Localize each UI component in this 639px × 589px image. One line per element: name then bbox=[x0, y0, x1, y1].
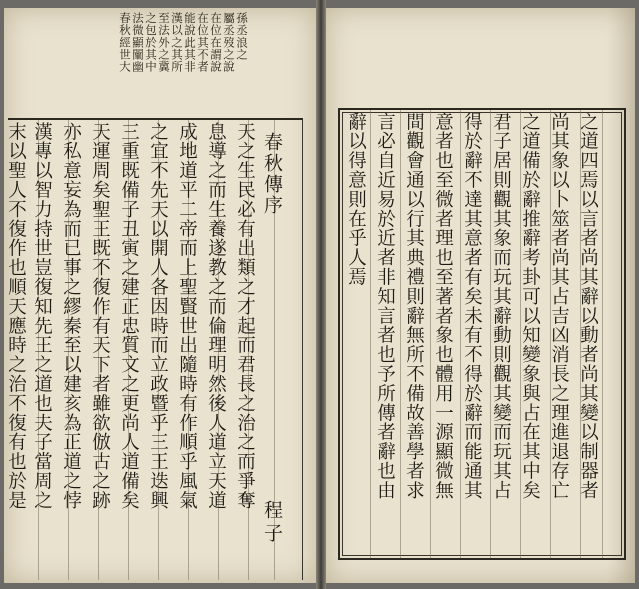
text-col-2: 息導之而生養遂教之而倫理明然後人道立天道 bbox=[205, 122, 227, 510]
text-col-6: 天運周矣聖王既不復作有天下者雖欲倣古之跡 bbox=[89, 122, 111, 510]
right-col-1: 之道四焉以言者尚其辭以動者尚其變以制器者 bbox=[577, 112, 599, 500]
text-col-5: 三重既備子丑寅之建正忠質文之更尚人道備矣 bbox=[118, 122, 140, 510]
text-col-3: 成地道平二帝而上聖賢世出隨時有作順乎風氣 bbox=[176, 122, 198, 510]
commentary-col-8: 在位在謂說 bbox=[209, 12, 223, 73]
commentary-col-4: 至法外之冀 bbox=[157, 12, 171, 73]
right-col-5: 得於辭不達其意者有矣未有不得於辭而能通其 bbox=[461, 112, 483, 500]
commentary-col-2: 法微顯闡幽 bbox=[131, 12, 145, 73]
right-col-6: 意者也至微者理也至著者象也體用一源顯微無 bbox=[432, 112, 454, 500]
commentary-col-7: 在位其不者 bbox=[196, 12, 210, 73]
commentary-col-1: 春秋經世大 bbox=[118, 12, 132, 73]
commentary-col-10: 孫丞浪之 bbox=[235, 12, 249, 61]
right-col-7: 間觀會通以行其典禮則辭無所不備故善學者求 bbox=[403, 112, 425, 500]
commentary-col-3: 之包於其中 bbox=[144, 12, 158, 73]
author-name: 程子 bbox=[261, 500, 283, 546]
text-col-1: 天之生民必有出類之才起而君長之治之而爭奪 bbox=[234, 122, 256, 510]
page-title: 春秋傳序 bbox=[261, 132, 283, 216]
commentary-col-5: 漢以之其所 bbox=[170, 12, 184, 73]
text-col-4: 之宜不先天以開人各因時而立政暨乎三王迭興 bbox=[147, 122, 169, 510]
book-gutter bbox=[316, 0, 326, 589]
left-page bbox=[4, 8, 316, 583]
right-page bbox=[326, 8, 635, 583]
text-col-9: 末以聖人不復作也順天應時之治不復有也於是 bbox=[5, 122, 27, 510]
text-col-8: 漢專以智力持世豈復知先王之道也夫子當周之 bbox=[31, 122, 53, 510]
right-col-4: 君子居則觀其象而玩其辭動則觀其變而玩其占 bbox=[490, 112, 512, 500]
right-col-2: 尚其象以卜筮者尚其占吉凶消長之理進退存亡 bbox=[548, 112, 570, 500]
right-col-8: 言必自近易於近者非知言者也予所傳者辭也由 bbox=[374, 112, 396, 500]
right-col-9: 辭以得意則在乎人焉 bbox=[345, 112, 367, 287]
commentary-col-6: 能說此其非 bbox=[183, 12, 197, 73]
text-col-7: 亦私意妄為而已事之繆秦至以建亥為正道之悖 bbox=[60, 122, 82, 510]
commentary-col-9: 屬丞歿之說 bbox=[222, 12, 236, 73]
right-col-3: 之道備於辭推辭考卦可以知變象與占在其中矣 bbox=[519, 112, 541, 500]
